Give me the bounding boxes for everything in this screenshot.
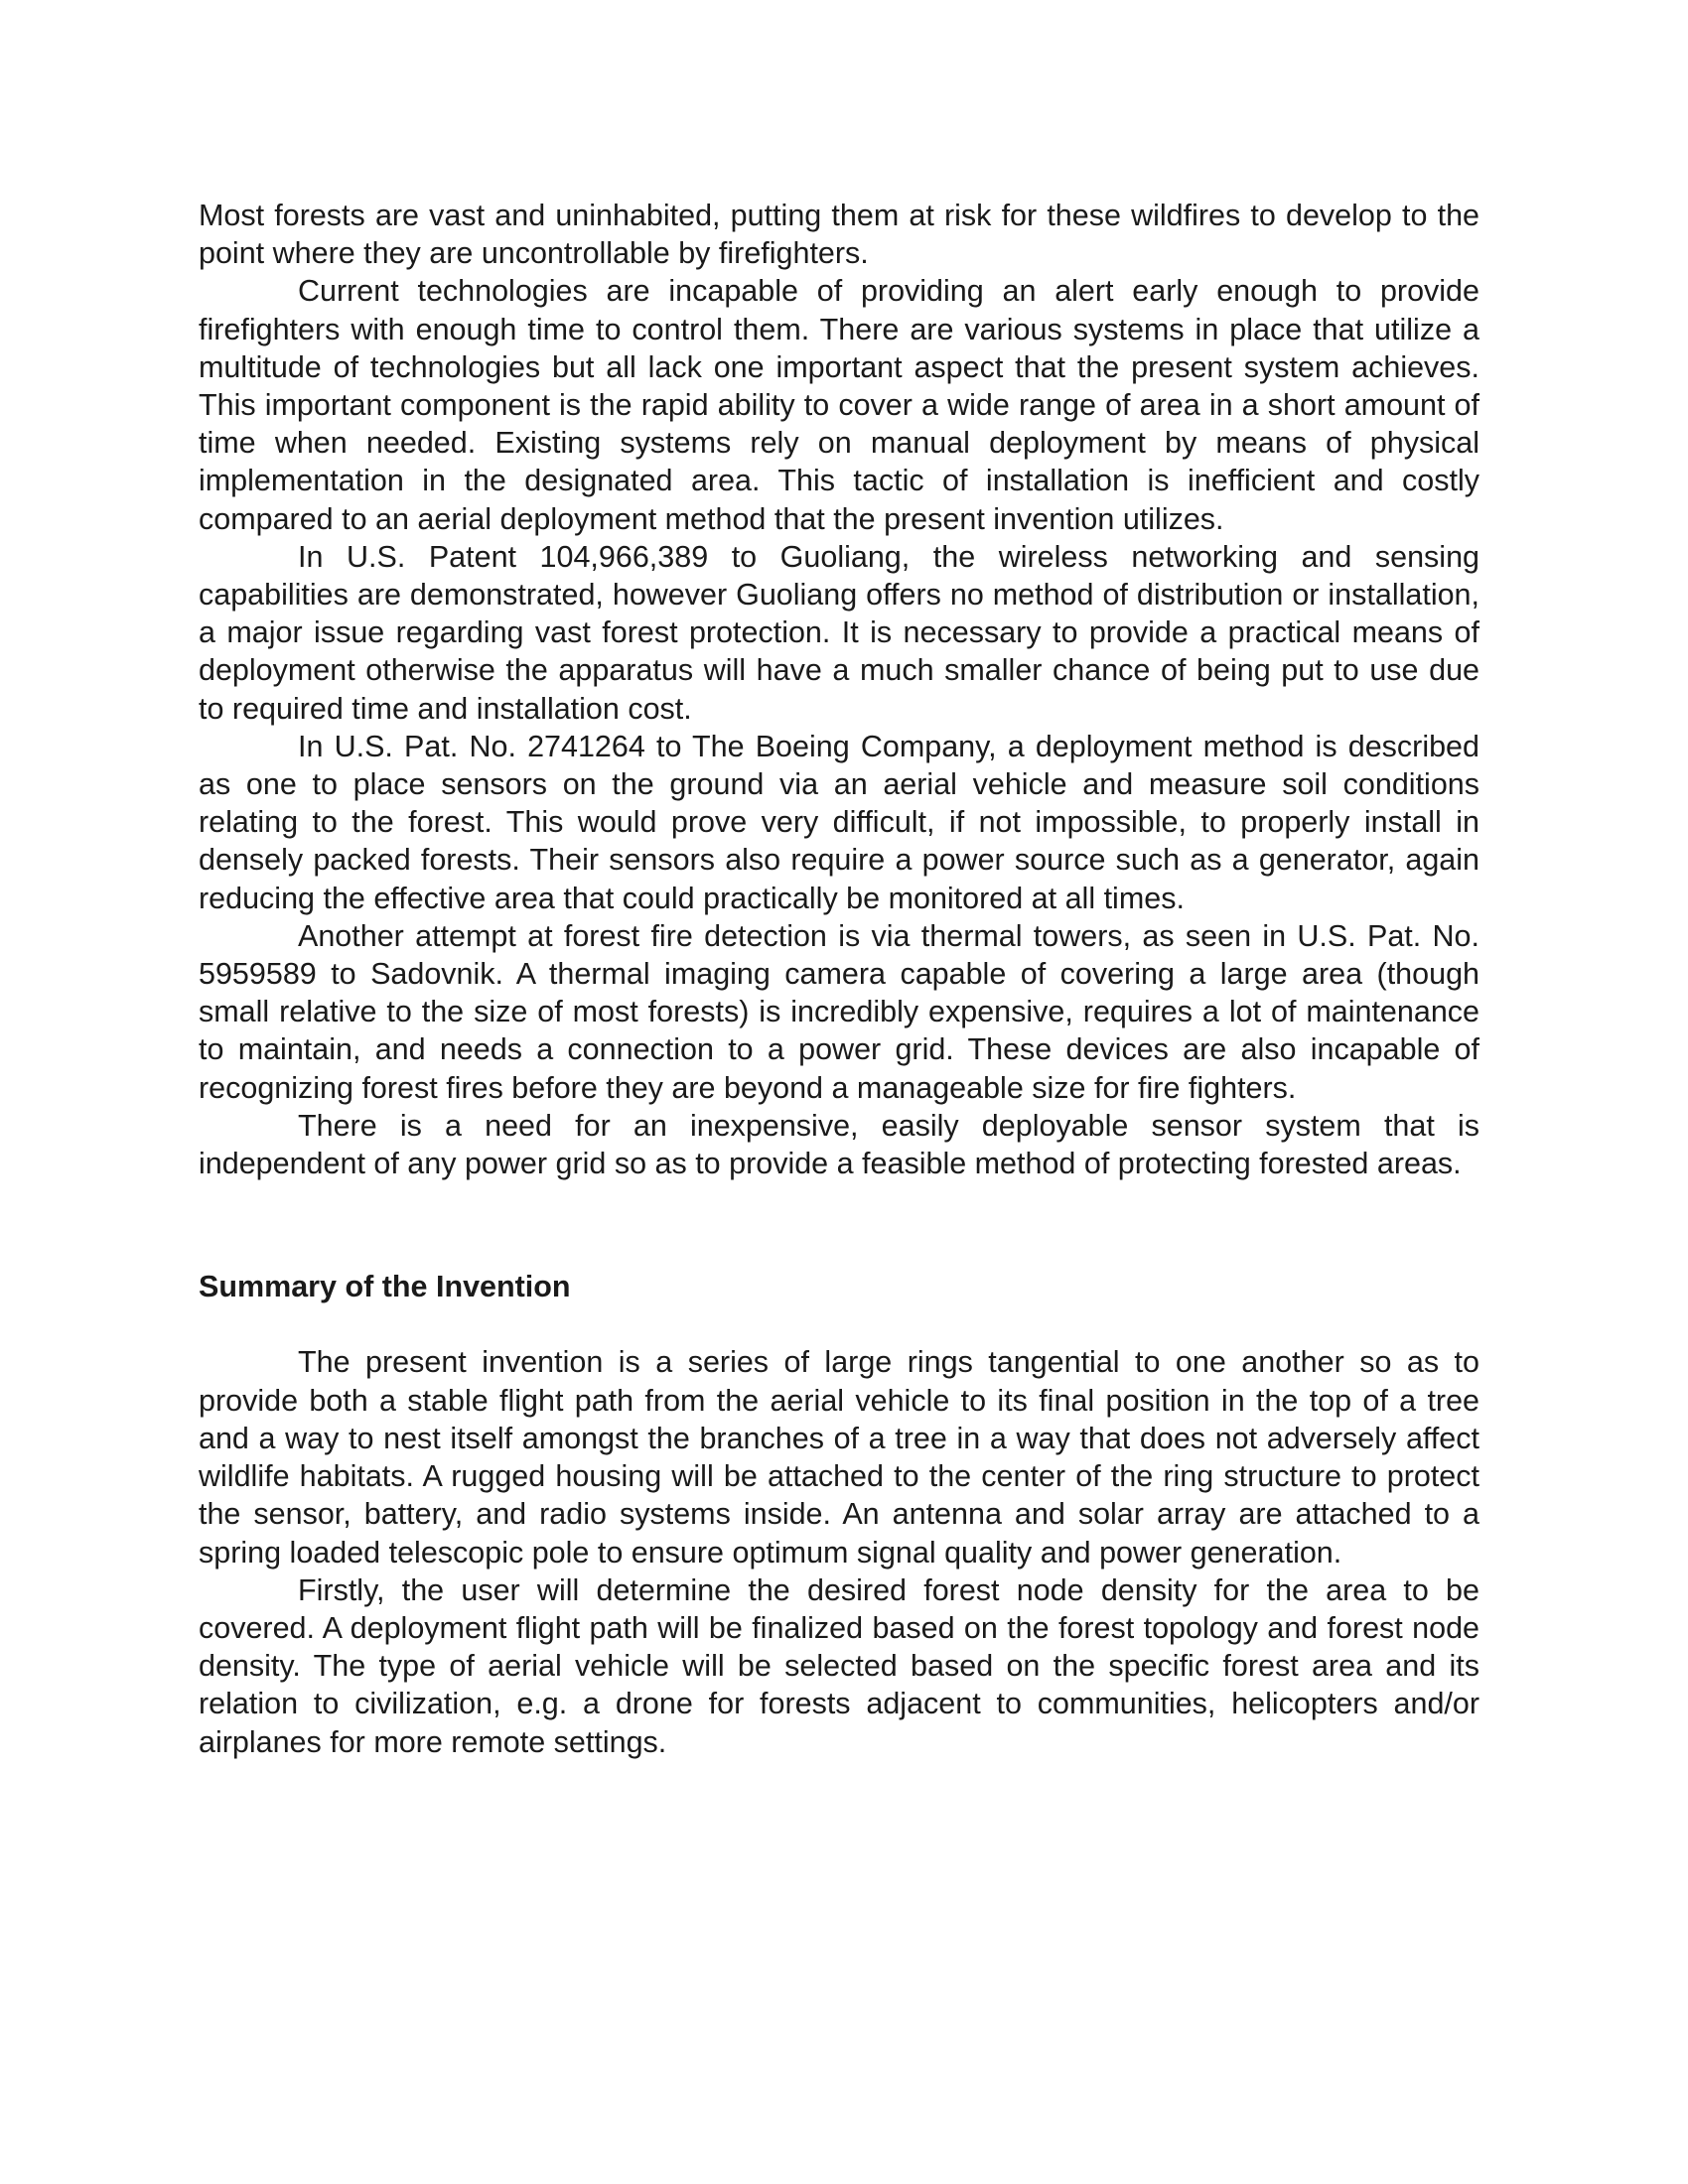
paragraph-summary-rings: The present invention is a series of large rings tangential to one another so as to provide both a stable flight path from the aerial vehicle to its final position in the top of a tree and a way to nest itself amongst the branches of a tree in a way that does not adversely affect wildlife habitats. A rugged housing will be attached to the center of the ring structure to protect the sensor, battery, and radio systems inside. An antenna and solar array are attached to a spring loaded telescopic pole to ensure optimum signal quality and power generation. — [199, 1345, 1479, 1570]
paragraph-need-statement: There is a need for an inexpensive, easily deployable sensor system that is independent of any power grid so as to provide a feasible method of protecting forested areas. — [199, 1108, 1479, 1181]
paragraph-intro-continuation: Most forests are vast and uninhabited, putting them at risk for these wildfires to develop to the point where they are uncontrollable by firefighters. — [199, 199, 1479, 271]
paragraph-boeing-patent: In U.S. Pat. No. 2741264 to The Boeing Company, a deployment method is described as one to place sensors on the ground via an aerial vehicle and measure soil conditions relating to the forest. This would prove very difficult, if not impossible, to properly install in densely packed forests. Their sensors also require a power source such as a generator, again reducing the effective area that could practically be monitored at all times. — [199, 729, 1479, 915]
paragraph-thermal-towers: Another attempt at forest fire detection is via thermal towers, as seen in U.S. Pat. No. 5959589 to Sadovnik. A thermal imaging camera capable of covering a large area (though small relative to the size of most forests) is incredibly expensive, requires a lot of maintenance to maintain, and needs a connection to a power grid. These devices are also incapable of recognizing forest fires before they are beyond a manageable size for fire fighters. — [199, 918, 1479, 1105]
paragraph-summary-deployment: Firstly, the user will determine the desired forest node density for the area to be covered. A deployment flight path will be finalized based on the forest topology and forest node density. The type of aerial vehicle will be selected based on the specific forest area and its relation to civilization, e.g. a drone for forests adjacent to communities, helicopters and/or airplanes for more remote settings. — [199, 1572, 1479, 1759]
heading-spacer — [199, 1305, 1479, 1343]
section-heading-summary: Summary of the Invention — [199, 1270, 571, 1304]
section-spacer — [199, 1182, 1479, 1268]
paragraph-guoliang-patent: In U.S. Patent 104,966,389 to Guoliang, the wireless networking and sensing capabilities are demonstrated, however Guoliang offers no method of distribution or installation, a major issue regarding vast forest protection. It is necessary to provide a practical means of deployment otherwise the apparatus will have a much smaller chance of being put to use due to required time and installation cost. — [199, 539, 1479, 726]
paragraph-current-technologies: Current technologies are incapable of providing an alert early enough to provide firefighters with enough time to control them. There are various systems in place that utilize a multitude of technologies but all lack one important aspect that the present system achieves. This important component is the rapid ability to cover a wide range of area in a short amount of time when needed. Existing systems rely on manual deployment by means of physical implementation in the designated area. This tactic of installation is inefficient and costly compared to an aerial deployment method that the present invention utilizes. — [199, 274, 1479, 536]
document-page — [199, 197, 1479, 1761]
